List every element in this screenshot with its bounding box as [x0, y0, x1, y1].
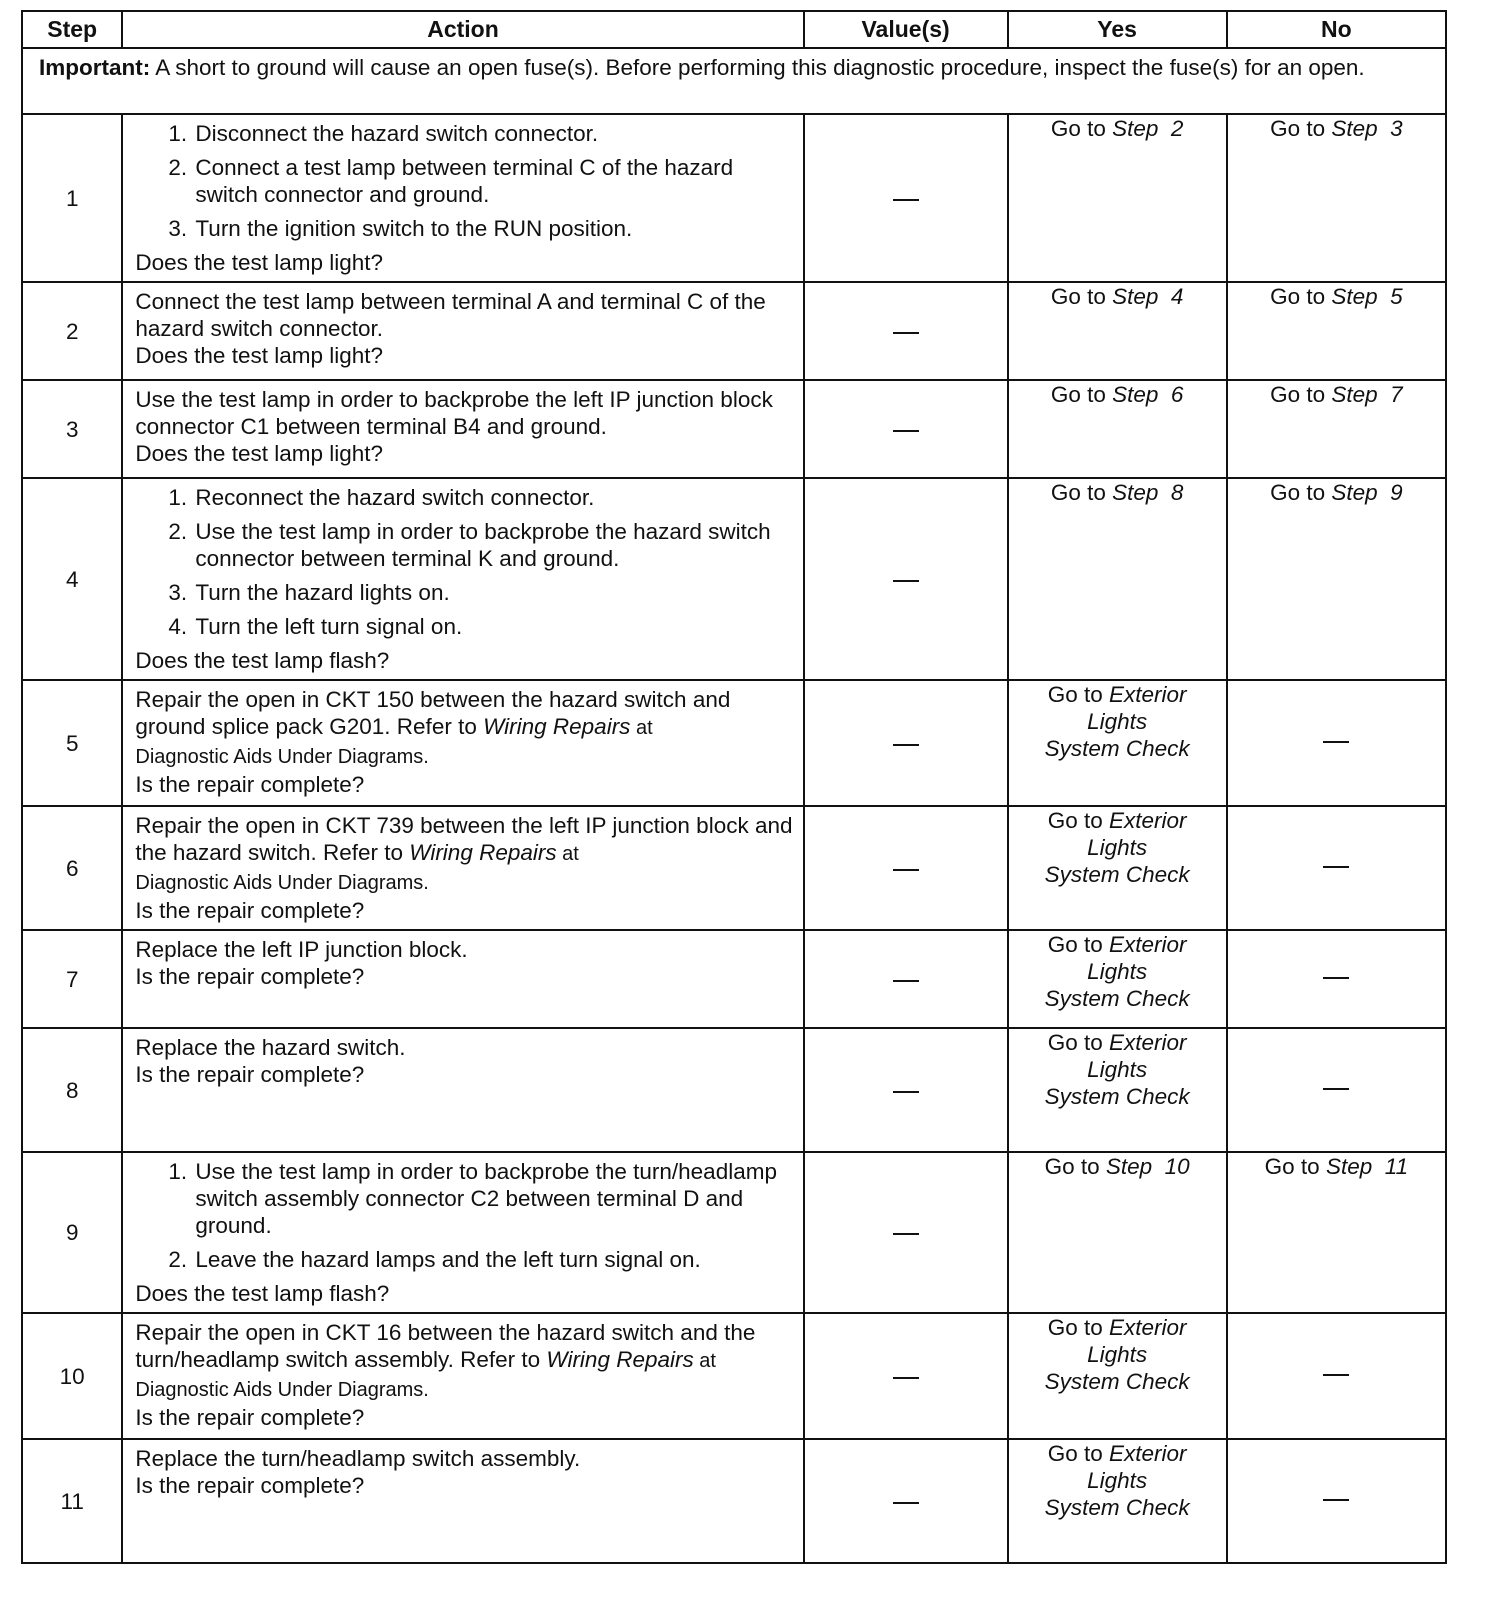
go-to-link[interactable]: Go to Step 11 — [1264, 1154, 1409, 1179]
go-to-link[interactable]: Go to Step 5 — [1270, 284, 1403, 309]
dash-mark — [1323, 1499, 1349, 1501]
action-list-item: 1. Use the test lamp in order to backprobe the turn/headlamp switch assembly connector C2 between terminal D and ground. — [193, 1158, 792, 1239]
action-cell — [122, 478, 803, 680]
table-row — [22, 1152, 1446, 1313]
no-cell — [1227, 680, 1446, 806]
dash-mark — [893, 1233, 919, 1235]
action-cell — [122, 282, 803, 380]
action-question: Is the repair complete? — [135, 772, 365, 797]
go-to-link[interactable]: Go to Step 7 — [1270, 382, 1403, 407]
table-row — [22, 478, 1446, 680]
yes-cell — [1008, 478, 1227, 680]
action-list-item: 1. Reconnect the hazard switch connector. — [193, 484, 792, 511]
table-row — [22, 1028, 1446, 1152]
no-cell — [1227, 1152, 1446, 1313]
step-number: 6 — [22, 806, 122, 930]
action-list-item: 2. Connect a test lamp between terminal C of the hazard switch connector and ground. — [193, 154, 792, 208]
table-row — [22, 1439, 1446, 1563]
value-cell — [804, 478, 1008, 680]
dash-mark — [1323, 1088, 1349, 1090]
action-text: Connect the test lamp between terminal A and terminal C of the hazard switch connector. — [135, 289, 766, 341]
step-number: 1 — [22, 114, 122, 282]
action-list-item: 3. Turn the hazard lights on. — [193, 579, 792, 606]
yes-cell — [1008, 1313, 1227, 1439]
dash-mark — [893, 980, 919, 982]
no-cell — [1227, 114, 1446, 282]
yes-cell — [1008, 1152, 1227, 1313]
wiring-repairs-link[interactable]: Wiring Repairs — [409, 840, 557, 865]
exterior-lights-link[interactable]: Go to Exterior Lights System Check — [1044, 1441, 1190, 1520]
header-action: Action — [122, 11, 803, 48]
action-list-item: 3. Turn the ignition switch to the RUN position. — [193, 215, 792, 242]
dash-mark — [893, 199, 919, 201]
yes-cell — [1008, 930, 1227, 1028]
yes-cell — [1008, 282, 1227, 380]
action-question: Does the test lamp flash? — [135, 648, 390, 673]
step-number: 4 — [22, 478, 122, 680]
dash-mark — [893, 869, 919, 871]
action-question: Does the test lamp light? — [135, 343, 384, 368]
action-question: Is the repair complete? — [135, 1062, 365, 1087]
value-cell — [804, 1439, 1008, 1563]
important-note-row — [22, 48, 1446, 114]
value-cell — [804, 930, 1008, 1028]
action-list-item: 4. Turn the left turn signal on. — [193, 613, 792, 640]
dash-mark — [893, 580, 919, 582]
yes-cell — [1008, 1028, 1227, 1152]
dash-mark — [1323, 977, 1349, 979]
action-question: Is the repair complete? — [135, 1473, 365, 1498]
table-row — [22, 114, 1446, 282]
header-yes: Yes — [1008, 11, 1227, 48]
value-cell — [804, 1152, 1008, 1313]
important-text: A short to ground will cause an open fuse(s). Before performing this diagnostic procedure, inspect the fuse(s) for an open. — [150, 55, 1365, 80]
dash-mark — [893, 332, 919, 334]
table-row — [22, 1313, 1446, 1439]
table-row — [22, 930, 1446, 1028]
action-cell — [122, 1313, 803, 1439]
action-cell — [122, 380, 803, 478]
value-cell — [804, 114, 1008, 282]
value-cell — [804, 1313, 1008, 1439]
no-cell — [1227, 930, 1446, 1028]
important-label: Important: — [39, 55, 151, 80]
wiring-repairs-link[interactable]: Wiring Repairs — [546, 1347, 694, 1372]
exterior-lights-link[interactable]: Go to Exterior Lights System Check — [1044, 682, 1190, 761]
wiring-repairs-link[interactable]: Wiring Repairs — [483, 714, 631, 739]
go-to-link[interactable]: Go to Step 4 — [1050, 284, 1184, 309]
action-list-item: 2. Leave the hazard lamps and the left turn signal on. — [193, 1246, 792, 1273]
step-number: 9 — [22, 1152, 122, 1313]
header-values: Value(s) — [804, 11, 1008, 48]
yes-cell — [1008, 680, 1227, 806]
dash-mark — [1323, 1374, 1349, 1376]
dash-mark — [1323, 741, 1349, 743]
dash-mark — [893, 430, 919, 432]
table-row — [22, 806, 1446, 930]
action-cell — [122, 1439, 803, 1563]
action-text: Repair the open in CKT 16 between the hazard switch and the turn/headlamp switch assembly. Refer to Wiring Repairs at Diagnostic Aids Under Diagrams. — [135, 1320, 756, 1401]
action-list-item: 2. Use the test lamp in order to backprobe the hazard switch connector between terminal K and ground. — [193, 518, 792, 572]
step-number: 11 — [22, 1439, 122, 1563]
step-number: 3 — [22, 380, 122, 478]
exterior-lights-link[interactable]: Go to Exterior Lights System Check — [1044, 932, 1190, 1011]
go-to-link[interactable]: Go to Step 2 — [1050, 116, 1184, 141]
exterior-lights-link[interactable]: Go to Exterior Lights System Check — [1044, 808, 1190, 887]
go-to-link[interactable]: Go to Step 10 — [1044, 1154, 1190, 1179]
no-cell — [1227, 478, 1446, 680]
action-question: Does the test lamp light? — [135, 250, 384, 275]
action-text: Replace the turn/headlamp switch assembly. — [135, 1446, 581, 1471]
header-no: No — [1227, 11, 1446, 48]
action-cell — [122, 1152, 803, 1313]
yes-cell — [1008, 380, 1227, 478]
step-number: 7 — [22, 930, 122, 1028]
step-number: 10 — [22, 1313, 122, 1439]
action-question: Is the repair complete? — [135, 898, 365, 923]
value-cell — [804, 806, 1008, 930]
diagnostic-table — [21, 10, 1447, 1564]
action-cell — [122, 930, 803, 1028]
no-cell — [1227, 1313, 1446, 1439]
yes-cell — [1008, 806, 1227, 930]
value-cell — [804, 282, 1008, 380]
no-cell — [1227, 806, 1446, 930]
dash-mark — [893, 1091, 919, 1093]
no-cell — [1227, 282, 1446, 380]
yes-cell — [1008, 1439, 1227, 1563]
go-to-link[interactable]: Go to Step 6 — [1050, 382, 1184, 407]
step-number: 5 — [22, 680, 122, 806]
dash-mark — [893, 1502, 919, 1504]
dash-mark — [893, 744, 919, 746]
exterior-lights-link[interactable]: Go to Exterior Lights System Check — [1044, 1030, 1190, 1109]
value-cell — [804, 680, 1008, 806]
action-cell — [122, 1028, 803, 1152]
value-cell — [804, 1028, 1008, 1152]
no-cell — [1227, 380, 1446, 478]
step-number: 8 — [22, 1028, 122, 1152]
no-cell — [1227, 1028, 1446, 1152]
table-row — [22, 380, 1446, 478]
go-to-link[interactable]: Go to Step 8 — [1050, 480, 1184, 505]
exterior-lights-link[interactable]: Go to Exterior Lights System Check — [1044, 1315, 1190, 1394]
dash-mark — [1323, 866, 1349, 868]
header-step: Step — [22, 11, 122, 48]
action-question: Is the repair complete? — [135, 964, 365, 989]
action-question: Does the test lamp light? — [135, 441, 384, 466]
dash-mark — [893, 1377, 919, 1379]
go-to-link[interactable]: Go to Step 9 — [1270, 480, 1403, 505]
action-text: Replace the hazard switch. — [135, 1035, 406, 1060]
action-question: Does the test lamp flash? — [135, 1281, 390, 1306]
yes-cell — [1008, 114, 1227, 282]
action-cell — [122, 806, 803, 930]
action-list-item: 1. Disconnect the hazard switch connector. — [193, 120, 792, 147]
no-cell — [1227, 1439, 1446, 1563]
table-row — [22, 680, 1446, 806]
go-to-link[interactable]: Go to Step 3 — [1270, 116, 1403, 141]
action-question: Is the repair complete? — [135, 1405, 365, 1430]
action-cell — [122, 114, 803, 282]
action-text: Replace the left IP junction block. — [135, 937, 468, 962]
action-text: Repair the open in CKT 739 between the left IP junction block and the hazard switch. Refer to Wiring Repairs at Diagnostic Aids Under Diagrams. — [135, 813, 793, 894]
table-row — [22, 282, 1446, 380]
important-note — [22, 48, 1446, 114]
value-cell — [804, 380, 1008, 478]
header-row — [22, 11, 1446, 48]
action-cell — [122, 680, 803, 806]
action-text: Use the test lamp in order to backprobe the left IP junction block connector C1 between terminal B4 and ground. — [135, 387, 773, 439]
action-text: Repair the open in CKT 150 between the hazard switch and ground splice pack G201. Refer to Wiring Repairs at Diagnostic Aids Under Diagrams. — [135, 687, 731, 768]
step-number: 2 — [22, 282, 122, 380]
